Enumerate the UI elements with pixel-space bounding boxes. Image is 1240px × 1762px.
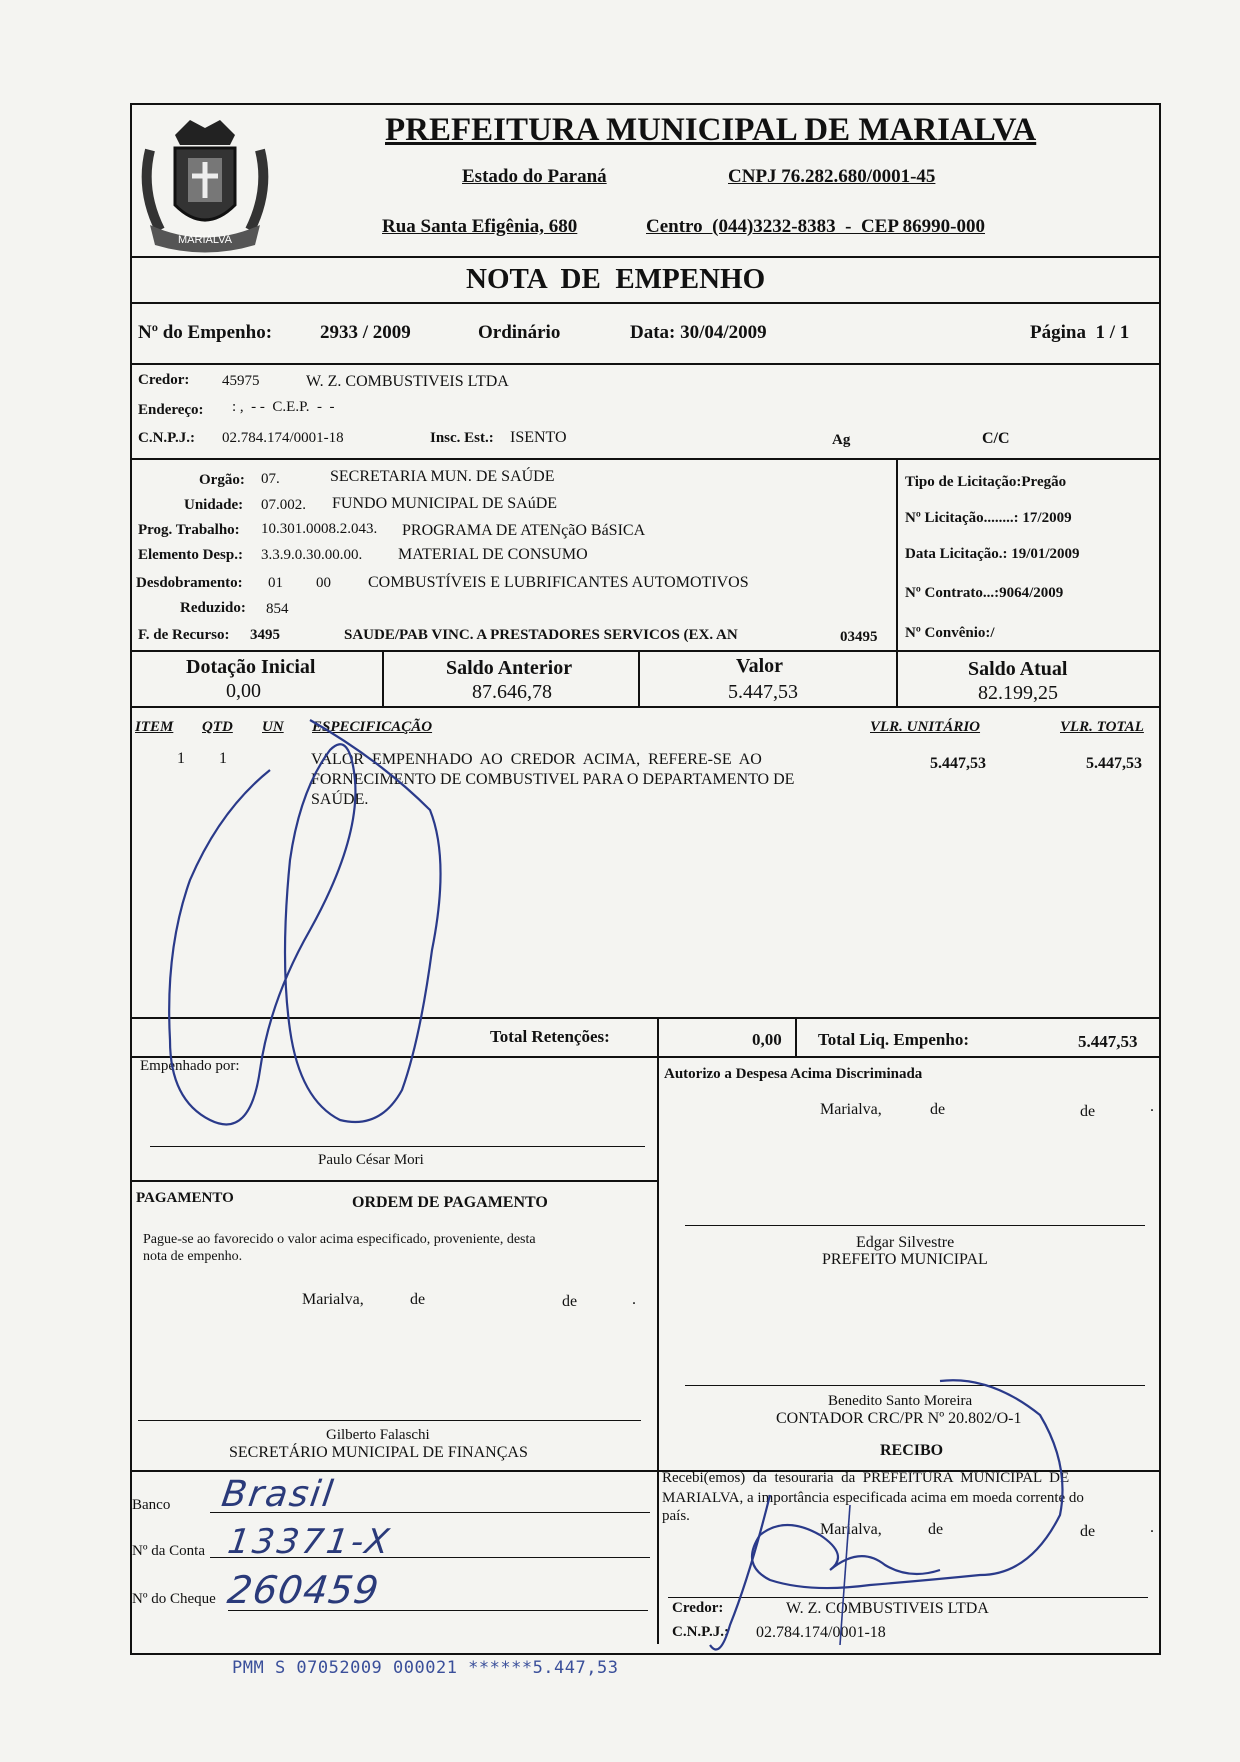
dotacao-value: 0,00 — [226, 680, 261, 702]
page-title: PREFEITURA MUNICIPAL DE MARIALVA — [385, 112, 1037, 148]
secretario-name: Gilberto Falaschi — [326, 1427, 430, 1443]
credor-label: Credor: — [138, 372, 190, 388]
endereco-value: : , - - C.E.P. - - — [232, 399, 335, 415]
autorizo-place: Marialva, — [820, 1101, 882, 1118]
empenhado-name: Paulo César Mori — [318, 1152, 424, 1168]
credor-code: 45975 — [222, 373, 260, 389]
recibo-cnpj-value: 02.784.174/0001-18 — [756, 1624, 886, 1641]
orgao-name: SECRETARIA MUN. DE SAÚDE — [330, 468, 555, 485]
municipal-crest — [130, 110, 280, 260]
ordem-pagamento-label: ORDEM DE PAGAMENTO — [352, 1194, 548, 1211]
conta-label: Nº da Conta — [132, 1543, 205, 1559]
recibo-text-1: Recebi(emos) da tesouraria da PREFEITURA MUNICIPAL DE — [662, 1470, 1070, 1486]
conta-value: 13371-X — [225, 1522, 395, 1562]
elemento-code: 3.3.9.0.30.00.00. — [261, 547, 363, 563]
address-label: Centro (044)3232-8383 - CEP 86990-000 — [646, 216, 985, 237]
prefeito-name: Edgar Silvestre — [856, 1234, 955, 1251]
payment-stamp: PMM S 07052009 000021 ******5.447,53 — [232, 1658, 619, 1678]
licitacao-tipo: Tipo de Licitação:Pregão — [905, 474, 1067, 490]
credor-name: W. Z. COMBUSTIVEIS LTDA — [306, 373, 509, 390]
ag-label: Ag — [832, 432, 851, 448]
reduzido-label: Reduzido: — [180, 600, 246, 616]
cheque-value: 260459 — [224, 1568, 383, 1612]
valor-label: Valor — [736, 655, 784, 677]
autorizo-de2: de — [1080, 1103, 1096, 1120]
page-number: Página 1 / 1 — [1030, 322, 1130, 343]
pagamento-text-1: Pague-se ao favorecido o valor acima especificado, proveniente, desta — [143, 1232, 536, 1247]
signature-empenhado — [150, 700, 450, 1160]
recibo-text-3: país. — [662, 1508, 690, 1524]
cnpj-credor-label: C.N.P.J.: — [138, 430, 195, 446]
secretario-title: SECRETÁRIO MUNICIPAL DE FINANÇAS — [229, 1444, 528, 1461]
recurso-code2: 03495 — [840, 629, 878, 645]
licitacao-numero: Nº Licitação........: 17/2009 — [905, 510, 1072, 526]
saldo-atual-label: Saldo Atual — [968, 658, 1068, 680]
pagamento-place: Marialva, — [302, 1291, 364, 1308]
row-item: 1 — [177, 750, 185, 767]
row-vlr-unitario: 5.447,53 — [930, 755, 986, 772]
valor-value: 5.447,53 — [728, 681, 798, 703]
col-vlr-total: VLR. TOTAL — [1060, 719, 1144, 735]
desdobramento-label: Desdobramento: — [136, 575, 243, 591]
row-desc-line3: SAÚDE. — [311, 791, 369, 808]
empenho-number: 2933 / 2009 — [320, 322, 411, 343]
prog-label: Prog. Trabalho: — [138, 522, 240, 538]
row-desc-line1: VALOR EMPENHADO AO CREDOR ACIMA, REFERE-SE AO — [311, 751, 762, 768]
insc-label: Insc. Est.: — [430, 430, 494, 446]
cnpj-credor-value: 02.784.174/0001-18 — [222, 430, 344, 446]
recibo-credor-value: W. Z. COMBUSTIVEIS LTDA — [786, 1600, 989, 1617]
col-vlr-unitario: VLR. UNITÁRIO — [870, 719, 981, 735]
col-item: ITEM — [135, 719, 174, 735]
retencoes-value: 0,00 — [752, 1030, 782, 1049]
col-qtd: QTD — [202, 719, 233, 735]
unidade-name: FUNDO MUNICIPAL DE SAúDE — [332, 495, 558, 512]
licitacao-contrato: Nº Contrato...:9064/2009 — [905, 585, 1064, 601]
row-desc-line2: FORNECIMENTO DE COMBUSTIVEL PARA O DEPARTAMENTO DE — [311, 771, 795, 788]
recibo-text-2: MARIALVA, a importância especificada acima em moeda corrente do — [662, 1490, 1084, 1506]
pagamento-text-2: nota de empenho. — [143, 1249, 243, 1264]
recibo-place: Marialva, — [820, 1521, 882, 1538]
svg-text:MARIALVA: MARIALVA — [178, 234, 232, 246]
recurso-name: SAUDE/PAB VINC. A PRESTADORES SERVICOS (EX. AN — [344, 627, 738, 643]
recibo-title: RECIBO — [880, 1442, 944, 1459]
saldo-atual-value: 82.199,25 — [978, 682, 1058, 704]
recibo-de1: de — [928, 1521, 944, 1538]
cheque-label: Nº do Cheque — [132, 1591, 216, 1607]
doc-title: NOTA DE EMPENHO — [466, 263, 766, 295]
elemento-name: MATERIAL DE CONSUMO — [398, 546, 588, 563]
desdobramento-b: 00 — [316, 575, 331, 591]
prog-name: PROGRAMA DE ATENçãO BáSICA — [402, 522, 646, 539]
dotacao-label: Dotação Inicial — [186, 656, 316, 678]
autorizo-dot: . — [1150, 1098, 1154, 1115]
retencoes-label: Total Retenções: — [490, 1027, 610, 1046]
row-vlr-total: 5.447,53 — [1086, 755, 1142, 772]
unidade-label: Unidade: — [184, 497, 244, 513]
pagamento-label: PAGAMENTO — [136, 1190, 234, 1206]
cnpj-label: CNPJ 76.282.680/0001-45 — [728, 166, 936, 187]
state-label: Estado do Paraná — [462, 166, 607, 187]
recibo-cnpj-label: C.N.P.J.: — [672, 1624, 729, 1640]
recibo-de2: de — [1080, 1523, 1096, 1540]
pagamento-dot: . — [632, 1291, 636, 1308]
desdobramento-name: COMBUSTÍVEIS E LUBRIFICANTES AUTOMOTIVOS — [368, 574, 749, 591]
reduzido-value: 854 — [266, 601, 289, 617]
prog-code: 10.301.0008.2.043. — [261, 521, 378, 537]
recurso-code: 3495 — [250, 627, 280, 643]
empenho-number-label: Nº do Empenho: — [138, 322, 273, 343]
autorizo-title: Autorizo a Despesa Acima Discriminada — [664, 1066, 923, 1082]
street-label: Rua Santa Efigênia, 680 — [382, 216, 578, 237]
prefeito-title: PREFEITO MUNICIPAL — [822, 1251, 988, 1268]
banco-label: Banco — [132, 1497, 171, 1513]
col-especificacao: ESPECIFICAÇÃO — [312, 719, 433, 735]
col-un: UN — [262, 719, 284, 735]
pagamento-de2: de — [562, 1293, 578, 1310]
desdobramento-a: 01 — [268, 575, 283, 591]
liq-label: Total Liq. Empenho: — [818, 1030, 969, 1049]
banco-value: Brasil — [219, 1474, 338, 1515]
pagamento-de1: de — [410, 1291, 426, 1308]
contador-name: Benedito Santo Moreira — [828, 1393, 973, 1409]
contador-title: CONTADOR CRC/PR Nº 20.802/O-1 — [776, 1410, 1022, 1427]
recibo-dot: . — [1150, 1519, 1154, 1536]
licitacao-data: Data Licitação.: 19/01/2009 — [905, 546, 1080, 562]
autorizo-de1: de — [930, 1101, 946, 1118]
elemento-label: Elemento Desp.: — [138, 547, 243, 563]
liq-value: 5.447,53 — [1078, 1032, 1138, 1051]
orgao-code: 07. — [261, 471, 280, 487]
cc-label: C/C — [982, 430, 1010, 447]
orgao-label: Orgão: — [199, 472, 245, 488]
saldo-anterior-value: 87.646,78 — [472, 681, 552, 703]
empenho-type: Ordinário — [478, 322, 561, 343]
row-qtd: 1 — [219, 750, 227, 767]
licitacao-convenio: Nº Convênio:/ — [905, 625, 995, 641]
unidade-code: 07.002. — [261, 497, 306, 513]
endereco-label: Endereço: — [138, 402, 204, 418]
insc-value: ISENTO — [510, 429, 567, 446]
recibo-credor-label: Credor: — [672, 1600, 724, 1616]
empenho-date: Data: 30/04/2009 — [630, 322, 767, 343]
empenhado-label: Empenhado por: — [140, 1058, 240, 1074]
saldo-anterior-label: Saldo Anterior — [446, 657, 573, 679]
recurso-label: F. de Recurso: — [138, 627, 230, 643]
